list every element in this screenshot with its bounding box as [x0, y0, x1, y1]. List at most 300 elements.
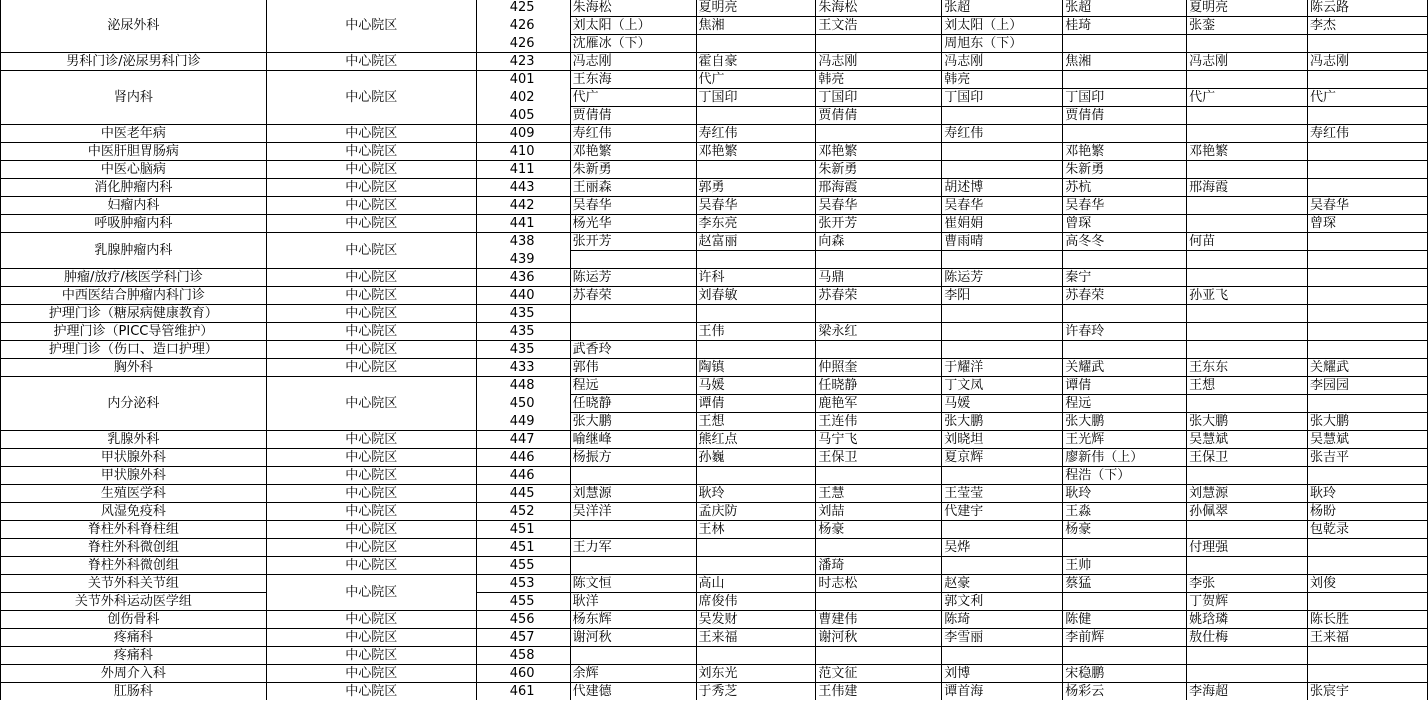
- doctor-cell[interactable]: 马宁飞: [816, 431, 942, 449]
- doctor-cell[interactable]: [570, 557, 696, 575]
- campus-cell[interactable]: 中心院区: [266, 341, 476, 359]
- doctor-cell[interactable]: 王帅: [1063, 557, 1187, 575]
- doctor-cell[interactable]: 沈雁冰（下）: [570, 35, 696, 53]
- campus-cell[interactable]: 中心院区: [266, 377, 476, 431]
- campus-cell[interactable]: 中心院区: [266, 503, 476, 521]
- doctor-cell[interactable]: [942, 521, 1063, 539]
- doctor-cell[interactable]: [1308, 539, 1428, 557]
- doctor-cell[interactable]: 周旭东（下）: [942, 35, 1063, 53]
- doctor-cell[interactable]: 夏京辉: [942, 449, 1063, 467]
- doctor-cell[interactable]: 丁国印: [816, 89, 942, 107]
- room-number-cell[interactable]: 443: [476, 179, 570, 197]
- campus-cell[interactable]: 中心院区: [266, 323, 476, 341]
- doctor-cell[interactable]: [1063, 593, 1187, 611]
- doctor-cell[interactable]: 陈琦: [942, 611, 1063, 629]
- doctor-cell[interactable]: 冯志刚: [816, 53, 942, 71]
- doctor-cell[interactable]: [696, 161, 816, 179]
- doctor-cell[interactable]: 代建宇: [942, 503, 1063, 521]
- doctor-cell[interactable]: 孙巍: [696, 449, 816, 467]
- room-number-cell[interactable]: 439: [476, 251, 570, 269]
- doctor-cell[interactable]: 任晓静: [570, 395, 696, 413]
- doctor-cell[interactable]: [1308, 161, 1428, 179]
- department-cell[interactable]: 男科门诊/泌尿男科门诊: [1, 53, 267, 71]
- doctor-cell[interactable]: 苏春荣: [1063, 287, 1187, 305]
- doctor-cell[interactable]: 孙亚飞: [1187, 287, 1308, 305]
- doctor-cell[interactable]: 吴洋洋: [570, 503, 696, 521]
- doctor-cell[interactable]: 王连伟: [816, 413, 942, 431]
- doctor-cell[interactable]: 焦湘: [1063, 53, 1187, 71]
- doctor-cell[interactable]: 武香玲: [570, 341, 696, 359]
- doctor-cell[interactable]: [816, 305, 942, 323]
- doctor-cell[interactable]: 谭首海: [942, 683, 1063, 701]
- doctor-cell[interactable]: [1308, 71, 1428, 89]
- doctor-cell[interactable]: [1308, 467, 1428, 485]
- campus-cell[interactable]: 中心院区: [266, 287, 476, 305]
- doctor-cell[interactable]: 郭伟: [570, 359, 696, 377]
- doctor-cell[interactable]: [1063, 125, 1187, 143]
- doctor-cell[interactable]: 贾倩倩: [816, 107, 942, 125]
- doctor-cell[interactable]: 马鼎: [816, 269, 942, 287]
- doctor-cell[interactable]: [816, 593, 942, 611]
- doctor-cell[interactable]: 刘东光: [696, 665, 816, 683]
- doctor-cell[interactable]: 任晓静: [816, 377, 942, 395]
- doctor-cell[interactable]: 张开芳: [816, 215, 942, 233]
- doctor-cell[interactable]: 冯志刚: [1187, 53, 1308, 71]
- room-number-cell[interactable]: 433: [476, 359, 570, 377]
- campus-cell[interactable]: 中心院区: [266, 467, 476, 485]
- campus-cell[interactable]: 中心院区: [266, 53, 476, 71]
- room-number-cell[interactable]: 445: [476, 485, 570, 503]
- department-cell[interactable]: 甲状腺外科: [1, 449, 267, 467]
- doctor-cell[interactable]: [570, 251, 696, 269]
- department-cell[interactable]: 中医老年病: [1, 125, 267, 143]
- doctor-cell[interactable]: 吴春华: [1063, 197, 1187, 215]
- doctor-cell[interactable]: [1187, 521, 1308, 539]
- doctor-cell[interactable]: [1063, 35, 1187, 53]
- doctor-cell[interactable]: 马媛: [696, 377, 816, 395]
- doctor-cell[interactable]: 赵富丽: [696, 233, 816, 251]
- doctor-cell[interactable]: [816, 647, 942, 665]
- department-cell[interactable]: 肿瘤/放疗/核医学科门诊: [1, 269, 267, 287]
- campus-cell[interactable]: 中心院区: [266, 125, 476, 143]
- doctor-cell[interactable]: [1187, 197, 1308, 215]
- doctor-cell[interactable]: [1308, 323, 1428, 341]
- room-number-cell[interactable]: 461: [476, 683, 570, 701]
- doctor-cell[interactable]: [942, 305, 1063, 323]
- room-number-cell[interactable]: 441: [476, 215, 570, 233]
- doctor-cell[interactable]: 王伟建: [816, 683, 942, 701]
- doctor-cell[interactable]: 霍自豪: [696, 53, 816, 71]
- room-number-cell[interactable]: 435: [476, 323, 570, 341]
- doctor-cell[interactable]: [1308, 665, 1428, 683]
- doctor-cell[interactable]: [1187, 215, 1308, 233]
- department-cell[interactable]: 中医肝胆胃肠病: [1, 143, 267, 161]
- doctor-cell[interactable]: [696, 341, 816, 359]
- doctor-cell[interactable]: 王东东: [1187, 359, 1308, 377]
- doctor-cell[interactable]: 熊红点: [696, 431, 816, 449]
- doctor-cell[interactable]: 赵豪: [942, 575, 1063, 593]
- room-number-cell[interactable]: 442: [476, 197, 570, 215]
- doctor-cell[interactable]: 邓艳繁: [1063, 143, 1187, 161]
- doctor-cell[interactable]: 丁国印: [942, 89, 1063, 107]
- doctor-cell[interactable]: 王淼: [1063, 503, 1187, 521]
- doctor-cell[interactable]: [816, 35, 942, 53]
- doctor-cell[interactable]: 许科: [696, 269, 816, 287]
- doctor-cell[interactable]: 陈长胜: [1308, 611, 1428, 629]
- doctor-cell[interactable]: 张开芳: [570, 233, 696, 251]
- doctor-cell[interactable]: 代广: [1308, 89, 1428, 107]
- room-number-cell[interactable]: 402: [476, 89, 570, 107]
- room-number-cell[interactable]: 452: [476, 503, 570, 521]
- doctor-cell[interactable]: 何苗: [1187, 233, 1308, 251]
- doctor-cell[interactable]: 刘俊: [1308, 575, 1428, 593]
- room-number-cell[interactable]: 435: [476, 305, 570, 323]
- doctor-cell[interactable]: 朱新勇: [816, 161, 942, 179]
- doctor-cell[interactable]: [816, 251, 942, 269]
- doctor-cell[interactable]: [1063, 71, 1187, 89]
- doctor-cell[interactable]: [816, 539, 942, 557]
- doctor-cell[interactable]: 张大鹏: [942, 413, 1063, 431]
- doctor-cell[interactable]: [570, 467, 696, 485]
- doctor-cell[interactable]: [1187, 71, 1308, 89]
- department-cell[interactable]: 脊柱外科微创组: [1, 539, 267, 557]
- department-cell[interactable]: 内分泌科: [1, 377, 267, 431]
- doctor-cell[interactable]: 杨东辉: [570, 611, 696, 629]
- doctor-cell[interactable]: [1308, 647, 1428, 665]
- doctor-cell[interactable]: 姚琀璘: [1187, 611, 1308, 629]
- doctor-cell[interactable]: [1308, 593, 1428, 611]
- department-cell[interactable]: 泌尿外科: [1, 0, 267, 53]
- doctor-cell[interactable]: 谢河秋: [570, 629, 696, 647]
- doctor-cell[interactable]: [942, 557, 1063, 575]
- doctor-cell[interactable]: 谭倩: [696, 395, 816, 413]
- room-number-cell[interactable]: 446: [476, 467, 570, 485]
- doctor-cell[interactable]: 刘慧源: [1187, 485, 1308, 503]
- campus-cell[interactable]: 中心院区: [266, 71, 476, 125]
- department-cell[interactable]: 护理门诊（伤口、造口护理）: [1, 341, 267, 359]
- doctor-cell[interactable]: [942, 107, 1063, 125]
- campus-cell[interactable]: 中心院区: [266, 539, 476, 557]
- doctor-cell[interactable]: 刘春敏: [696, 287, 816, 305]
- department-cell[interactable]: 外周介入科: [1, 665, 267, 683]
- room-number-cell[interactable]: 410: [476, 143, 570, 161]
- doctor-cell[interactable]: 刘慧源: [570, 485, 696, 503]
- doctor-cell[interactable]: 王光辉: [1063, 431, 1187, 449]
- doctor-cell[interactable]: 吴慧斌: [1187, 431, 1308, 449]
- department-cell[interactable]: 乳腺外科: [1, 431, 267, 449]
- doctor-cell[interactable]: 梁永红: [816, 323, 942, 341]
- doctor-cell[interactable]: [1187, 251, 1308, 269]
- doctor-cell[interactable]: [1063, 305, 1187, 323]
- doctor-cell[interactable]: 张銮: [1187, 17, 1308, 35]
- doctor-cell[interactable]: 吴烨: [942, 539, 1063, 557]
- campus-cell[interactable]: 中心院区: [266, 449, 476, 467]
- doctor-cell[interactable]: 冯志刚: [942, 53, 1063, 71]
- doctor-cell[interactable]: [570, 323, 696, 341]
- doctor-cell[interactable]: 朱海松: [816, 0, 942, 17]
- doctor-cell[interactable]: 丁贺辉: [1187, 593, 1308, 611]
- doctor-cell[interactable]: [816, 125, 942, 143]
- doctor-cell[interactable]: [942, 647, 1063, 665]
- doctor-cell[interactable]: 程远: [570, 377, 696, 395]
- room-number-cell[interactable]: 409: [476, 125, 570, 143]
- campus-cell[interactable]: 中心院区: [266, 665, 476, 683]
- doctor-cell[interactable]: 代广: [696, 71, 816, 89]
- doctor-cell[interactable]: 吴春华: [816, 197, 942, 215]
- doctor-cell[interactable]: [1187, 467, 1308, 485]
- doctor-cell[interactable]: 张大鹏: [1308, 413, 1428, 431]
- doctor-cell[interactable]: 王保卫: [816, 449, 942, 467]
- doctor-cell[interactable]: 席俊伟: [696, 593, 816, 611]
- doctor-cell[interactable]: 敖仕梅: [1187, 629, 1308, 647]
- doctor-cell[interactable]: 廖新伟（上）: [1063, 449, 1187, 467]
- doctor-cell[interactable]: 陈云路: [1308, 0, 1428, 17]
- department-cell[interactable]: 肾内科: [1, 71, 267, 125]
- department-cell[interactable]: 肛肠科: [1, 683, 267, 701]
- doctor-cell[interactable]: [942, 341, 1063, 359]
- doctor-cell[interactable]: [1308, 35, 1428, 53]
- doctor-cell[interactable]: 杨盼: [1308, 503, 1428, 521]
- department-cell[interactable]: 中西医结合肿瘤内科门诊: [1, 287, 267, 305]
- doctor-cell[interactable]: 杨豪: [816, 521, 942, 539]
- department-cell[interactable]: 脊柱外科脊柱组: [1, 521, 267, 539]
- doctor-cell[interactable]: 寿红伟: [1308, 125, 1428, 143]
- department-cell[interactable]: 胸外科: [1, 359, 267, 377]
- room-number-cell[interactable]: 438: [476, 233, 570, 251]
- doctor-cell[interactable]: 付理强: [1187, 539, 1308, 557]
- doctor-cell[interactable]: 关耀武: [1308, 359, 1428, 377]
- doctor-cell[interactable]: [1063, 251, 1187, 269]
- campus-cell[interactable]: 中心院区: [266, 521, 476, 539]
- doctor-cell[interactable]: [1308, 143, 1428, 161]
- doctor-cell[interactable]: 崔娟娟: [942, 215, 1063, 233]
- room-number-cell[interactable]: 451: [476, 521, 570, 539]
- doctor-cell[interactable]: 王莹莹: [942, 485, 1063, 503]
- doctor-cell[interactable]: 王东海: [570, 71, 696, 89]
- campus-cell[interactable]: 中心院区: [266, 683, 476, 701]
- doctor-cell[interactable]: [1308, 107, 1428, 125]
- doctor-cell[interactable]: 秦宁: [1063, 269, 1187, 287]
- doctor-cell[interactable]: 刘太阳（上）: [942, 17, 1063, 35]
- doctor-cell[interactable]: 吴春华: [696, 197, 816, 215]
- doctor-cell[interactable]: 关耀武: [1063, 359, 1187, 377]
- doctor-cell[interactable]: 刘晓坦: [942, 431, 1063, 449]
- doctor-cell[interactable]: 杨彩云: [1063, 683, 1187, 701]
- doctor-cell[interactable]: 吴春华: [942, 197, 1063, 215]
- room-number-cell[interactable]: 457: [476, 629, 570, 647]
- doctor-cell[interactable]: 向森: [816, 233, 942, 251]
- room-number-cell[interactable]: 460: [476, 665, 570, 683]
- doctor-cell[interactable]: 宋稳鹏: [1063, 665, 1187, 683]
- room-number-cell[interactable]: 449: [476, 413, 570, 431]
- department-cell[interactable]: 消化肿瘤内科: [1, 179, 267, 197]
- doctor-cell[interactable]: 张大鹏: [570, 413, 696, 431]
- room-number-cell[interactable]: 411: [476, 161, 570, 179]
- department-cell[interactable]: 呼吸肿瘤内科: [1, 215, 267, 233]
- department-cell[interactable]: 疼痛科: [1, 629, 267, 647]
- doctor-cell[interactable]: [942, 323, 1063, 341]
- doctor-cell[interactable]: 王想: [1187, 377, 1308, 395]
- doctor-cell[interactable]: 朱新勇: [570, 161, 696, 179]
- doctor-cell[interactable]: 高山: [696, 575, 816, 593]
- doctor-cell[interactable]: [1187, 647, 1308, 665]
- room-number-cell[interactable]: 446: [476, 449, 570, 467]
- doctor-cell[interactable]: [816, 341, 942, 359]
- doctor-cell[interactable]: 张宸宇: [1308, 683, 1428, 701]
- doctor-cell[interactable]: [942, 467, 1063, 485]
- campus-cell[interactable]: 中心院区: [266, 629, 476, 647]
- room-number-cell[interactable]: 458: [476, 647, 570, 665]
- doctor-cell[interactable]: 朱海松: [570, 0, 696, 17]
- doctor-cell[interactable]: 喻继峰: [570, 431, 696, 449]
- department-cell[interactable]: 风湿免疫科: [1, 503, 267, 521]
- doctor-cell[interactable]: 蔡猛: [1063, 575, 1187, 593]
- doctor-cell[interactable]: [942, 161, 1063, 179]
- doctor-cell[interactable]: 王文浩: [816, 17, 942, 35]
- doctor-cell[interactable]: 焦湘: [696, 17, 816, 35]
- doctor-cell[interactable]: 韩亮: [816, 71, 942, 89]
- doctor-cell[interactable]: 许春玲: [1063, 323, 1187, 341]
- doctor-cell[interactable]: 苏杭: [1063, 179, 1187, 197]
- doctor-cell[interactable]: 张吉平: [1308, 449, 1428, 467]
- doctor-cell[interactable]: 杨豪: [1063, 521, 1187, 539]
- campus-cell[interactable]: 中心院区: [266, 269, 476, 287]
- doctor-cell[interactable]: 王丽森: [570, 179, 696, 197]
- doctor-cell[interactable]: [1187, 323, 1308, 341]
- doctor-cell[interactable]: [1187, 107, 1308, 125]
- doctor-cell[interactable]: 代建德: [570, 683, 696, 701]
- doctor-cell[interactable]: 吴春华: [1308, 197, 1428, 215]
- doctor-cell[interactable]: 寿红伟: [696, 125, 816, 143]
- doctor-cell[interactable]: 马媛: [942, 395, 1063, 413]
- doctor-cell[interactable]: 陈文恒: [570, 575, 696, 593]
- doctor-cell[interactable]: 邓艳繁: [696, 143, 816, 161]
- doctor-cell[interactable]: 孟庆防: [696, 503, 816, 521]
- doctor-cell[interactable]: 贾倩倩: [570, 107, 696, 125]
- doctor-cell[interactable]: [696, 107, 816, 125]
- doctor-cell[interactable]: 代广: [570, 89, 696, 107]
- doctor-cell[interactable]: [1187, 125, 1308, 143]
- doctor-cell[interactable]: [1308, 305, 1428, 323]
- campus-cell[interactable]: 中心院区: [266, 557, 476, 575]
- doctor-cell[interactable]: 耿洋: [570, 593, 696, 611]
- doctor-cell[interactable]: 杨光华: [570, 215, 696, 233]
- doctor-cell[interactable]: 寿红伟: [942, 125, 1063, 143]
- doctor-cell[interactable]: [696, 35, 816, 53]
- doctor-cell[interactable]: [1063, 341, 1187, 359]
- campus-cell[interactable]: 中心院区: [266, 359, 476, 377]
- room-number-cell[interactable]: 436: [476, 269, 570, 287]
- doctor-cell[interactable]: 代广: [1187, 89, 1308, 107]
- doctor-cell[interactable]: 耿玲: [1308, 485, 1428, 503]
- room-number-cell[interactable]: 448: [476, 377, 570, 395]
- doctor-cell[interactable]: 陈健: [1063, 611, 1187, 629]
- room-number-cell[interactable]: 440: [476, 287, 570, 305]
- doctor-cell[interactable]: 刘博: [942, 665, 1063, 683]
- room-number-cell[interactable]: 451: [476, 539, 570, 557]
- doctor-cell[interactable]: 张超: [1063, 0, 1187, 17]
- doctor-cell[interactable]: 丁文凤: [942, 377, 1063, 395]
- room-number-cell[interactable]: 447: [476, 431, 570, 449]
- department-cell[interactable]: 关节外科运动医学组: [1, 593, 267, 611]
- campus-cell[interactable]: 中心院区: [266, 575, 476, 611]
- doctor-cell[interactable]: [1187, 665, 1308, 683]
- doctor-cell[interactable]: 陶镇: [696, 359, 816, 377]
- doctor-cell[interactable]: 谭倩: [1063, 377, 1187, 395]
- doctor-cell[interactable]: 邢海霞: [1187, 179, 1308, 197]
- doctor-cell[interactable]: [1187, 557, 1308, 575]
- doctor-cell[interactable]: 郭文利: [942, 593, 1063, 611]
- doctor-cell[interactable]: [570, 305, 696, 323]
- campus-cell[interactable]: 中心院区: [266, 179, 476, 197]
- doctor-cell[interactable]: 桂琦: [1063, 17, 1187, 35]
- doctor-cell[interactable]: 夏明亮: [696, 0, 816, 17]
- doctor-cell[interactable]: 曾琛: [1063, 215, 1187, 233]
- campus-cell[interactable]: 中心院区: [266, 485, 476, 503]
- room-number-cell[interactable]: 423: [476, 53, 570, 71]
- doctor-cell[interactable]: 潘琦: [816, 557, 942, 575]
- room-number-cell[interactable]: 450: [476, 395, 570, 413]
- doctor-cell[interactable]: 王伟: [696, 323, 816, 341]
- doctor-cell[interactable]: [942, 143, 1063, 161]
- doctor-cell[interactable]: 陈运芳: [942, 269, 1063, 287]
- campus-cell[interactable]: 中心院区: [266, 431, 476, 449]
- doctor-cell[interactable]: [1308, 251, 1428, 269]
- doctor-cell[interactable]: 李雪丽: [942, 629, 1063, 647]
- campus-cell[interactable]: 中心院区: [266, 215, 476, 233]
- doctor-cell[interactable]: 孙佩翠: [1187, 503, 1308, 521]
- doctor-cell[interactable]: 郭勇: [696, 179, 816, 197]
- department-cell[interactable]: 护理门诊（PICC导管维护）: [1, 323, 267, 341]
- doctor-cell[interactable]: [942, 251, 1063, 269]
- doctor-cell[interactable]: 李东亮: [696, 215, 816, 233]
- doctor-cell[interactable]: 王林: [696, 521, 816, 539]
- doctor-cell[interactable]: 吴春华: [570, 197, 696, 215]
- doctor-cell[interactable]: [1308, 341, 1428, 359]
- campus-cell[interactable]: 中心院区: [266, 143, 476, 161]
- doctor-cell[interactable]: 王想: [696, 413, 816, 431]
- doctor-cell[interactable]: 邓艳繁: [816, 143, 942, 161]
- room-number-cell[interactable]: 425: [476, 0, 570, 17]
- doctor-cell[interactable]: 苏春荣: [816, 287, 942, 305]
- doctor-cell[interactable]: 曾琛: [1308, 215, 1428, 233]
- doctor-cell[interactable]: 邓艳繁: [1187, 143, 1308, 161]
- room-number-cell[interactable]: 426: [476, 17, 570, 35]
- doctor-cell[interactable]: [1308, 179, 1428, 197]
- doctor-cell[interactable]: 王慧: [816, 485, 942, 503]
- doctor-cell[interactable]: [1187, 35, 1308, 53]
- doctor-cell[interactable]: 耿玲: [696, 485, 816, 503]
- doctor-cell[interactable]: [696, 305, 816, 323]
- doctor-cell[interactable]: 刘喆: [816, 503, 942, 521]
- doctor-cell[interactable]: 王力军: [570, 539, 696, 557]
- doctor-cell[interactable]: 程浩（下）: [1063, 467, 1187, 485]
- doctor-cell[interactable]: 李前辉: [1063, 629, 1187, 647]
- doctor-cell[interactable]: 于秀芝: [696, 683, 816, 701]
- doctor-cell[interactable]: [696, 467, 816, 485]
- doctor-cell[interactable]: 胡述博: [942, 179, 1063, 197]
- doctor-cell[interactable]: [696, 539, 816, 557]
- doctor-cell[interactable]: 耿玲: [1063, 485, 1187, 503]
- doctor-cell[interactable]: 高冬冬: [1063, 233, 1187, 251]
- doctor-cell[interactable]: 于耀洋: [942, 359, 1063, 377]
- doctor-cell[interactable]: [696, 251, 816, 269]
- doctor-cell[interactable]: [570, 647, 696, 665]
- doctor-cell[interactable]: 张大鹏: [1187, 413, 1308, 431]
- department-cell[interactable]: 生殖医学科: [1, 485, 267, 503]
- doctor-cell[interactable]: 贾倩倩: [1063, 107, 1187, 125]
- doctor-cell[interactable]: 邓艳繁: [570, 143, 696, 161]
